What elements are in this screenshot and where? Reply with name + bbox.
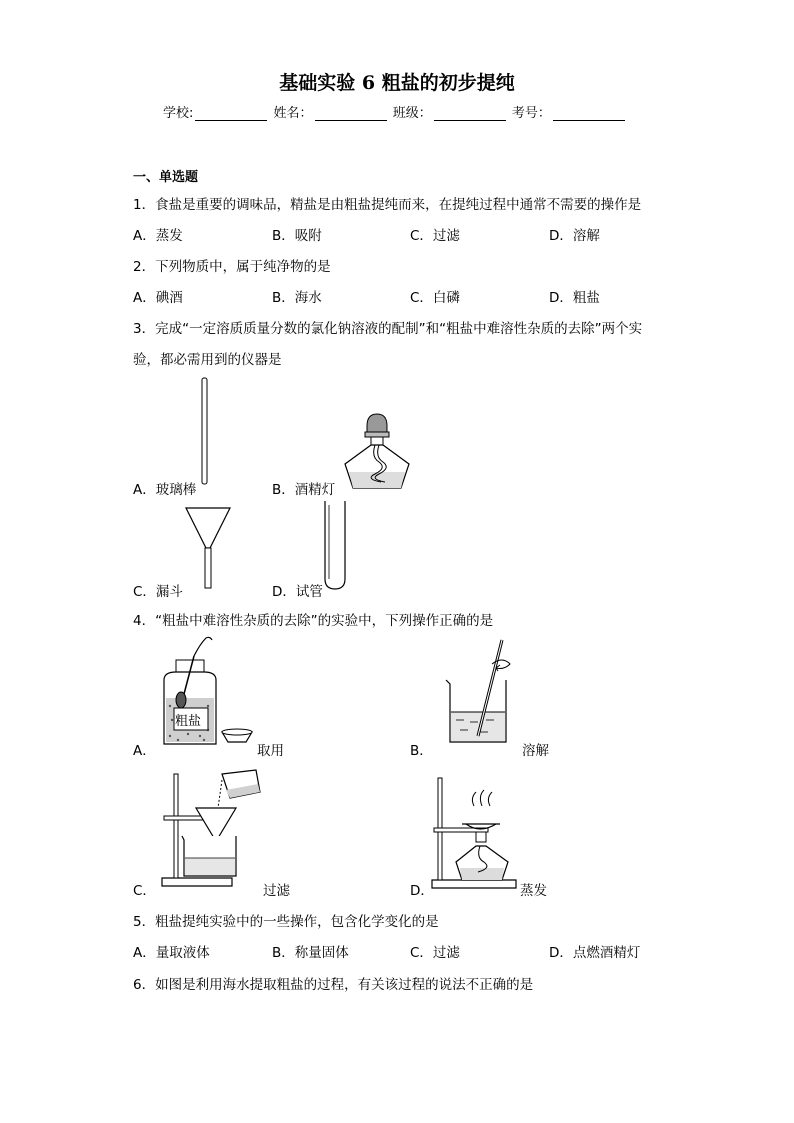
bottle-label: 粗盐 <box>175 714 202 729</box>
question-5-stem: 5．粗盐提纯实验中的一些操作，包含化学变化的是 <box>133 914 439 930</box>
question-3-stem-line2: 验，都必需用到的仪器是 <box>133 352 282 368</box>
q2-option-d[interactable]: D．粗盐 <box>549 290 600 306</box>
q1-option-d[interactable]: D．溶解 <box>549 228 600 244</box>
q2-option-c[interactable]: C．白磷 <box>410 290 460 306</box>
q5-option-b[interactable]: B．称量固体 <box>272 945 349 961</box>
section-heading: 一、单选题 <box>133 170 199 185</box>
q4-option-a-caption: 取用 <box>257 743 284 759</box>
q1-option-c[interactable]: C．过滤 <box>410 228 460 244</box>
q4-option-b-letter[interactable]: B． <box>410 743 433 759</box>
school-label: 学校: <box>163 106 194 121</box>
student-info <box>163 102 627 121</box>
q2-option-b[interactable]: B．海水 <box>272 290 322 306</box>
number-label: 考号： <box>511 106 551 121</box>
test-tube-image <box>322 499 348 591</box>
q3-option-b[interactable]: B．酒精灯 <box>272 482 336 498</box>
q4-option-c-letter[interactable]: C． <box>133 883 156 899</box>
alcohol-lamp-image <box>335 412 420 494</box>
evaporation-setup-image <box>432 776 522 890</box>
filtration-setup-image <box>160 768 265 890</box>
q3-option-d[interactable]: D．试管 <box>272 584 323 600</box>
glass-rod-image <box>199 378 211 488</box>
q2-option-a[interactable]: A．碘酒 <box>133 290 183 306</box>
q3-option-a[interactable]: A．玻璃棒 <box>133 482 197 498</box>
school-blank[interactable] <box>195 108 267 121</box>
q5-option-a[interactable]: A．量取液体 <box>133 945 210 961</box>
class-blank[interactable] <box>434 108 506 121</box>
page-title: 基础实验 6 粗盐的初步提纯 <box>279 72 515 94</box>
q4-option-a-letter[interactable]: A． <box>133 743 156 759</box>
question-6-stem: 6．如图是利用海水提取粗盐的过程，有关该过程的说法不正确的是 <box>133 977 534 993</box>
name-label: 姓名： <box>273 106 313 121</box>
q5-option-c[interactable]: C．过滤 <box>410 945 460 961</box>
q1-option-b[interactable]: B．吸附 <box>272 228 322 244</box>
q4-option-c-caption: 过滤 <box>263 883 290 899</box>
number-blank[interactable] <box>553 108 625 121</box>
q4-option-d-caption: 蒸发 <box>520 883 547 899</box>
funnel-image <box>185 506 231 590</box>
dissolving-beaker-image <box>440 636 520 748</box>
q3-option-c[interactable]: C．漏斗 <box>133 584 183 600</box>
question-4-stem: 4．“粗盐中难溶性杂质的去除”的实验中，下列操作正确的是 <box>133 613 494 629</box>
question-3-stem-line1: 3．完成“一定溶质质量分数的氯化钠溶液的配制”和“粗盐中难溶性杂质的去除”两个实 <box>133 321 643 337</box>
question-1-stem: 1．食盐是重要的调味品，精盐是由粗盐提纯而来，在提纯过程中通常不需要的操作是 <box>133 197 642 213</box>
q5-option-d[interactable]: D．点燃酒精灯 <box>549 945 641 961</box>
q4-option-b-caption: 溶解 <box>522 743 549 759</box>
class-label: 班级： <box>392 106 432 121</box>
q1-option-a[interactable]: A．蒸发 <box>133 228 183 244</box>
q4-option-d-letter[interactable]: D． <box>410 883 434 899</box>
reagent-bottle-image <box>160 636 255 748</box>
question-2-stem: 2．下列物质中，属于纯净物的是 <box>133 259 331 275</box>
name-blank[interactable] <box>315 108 387 121</box>
